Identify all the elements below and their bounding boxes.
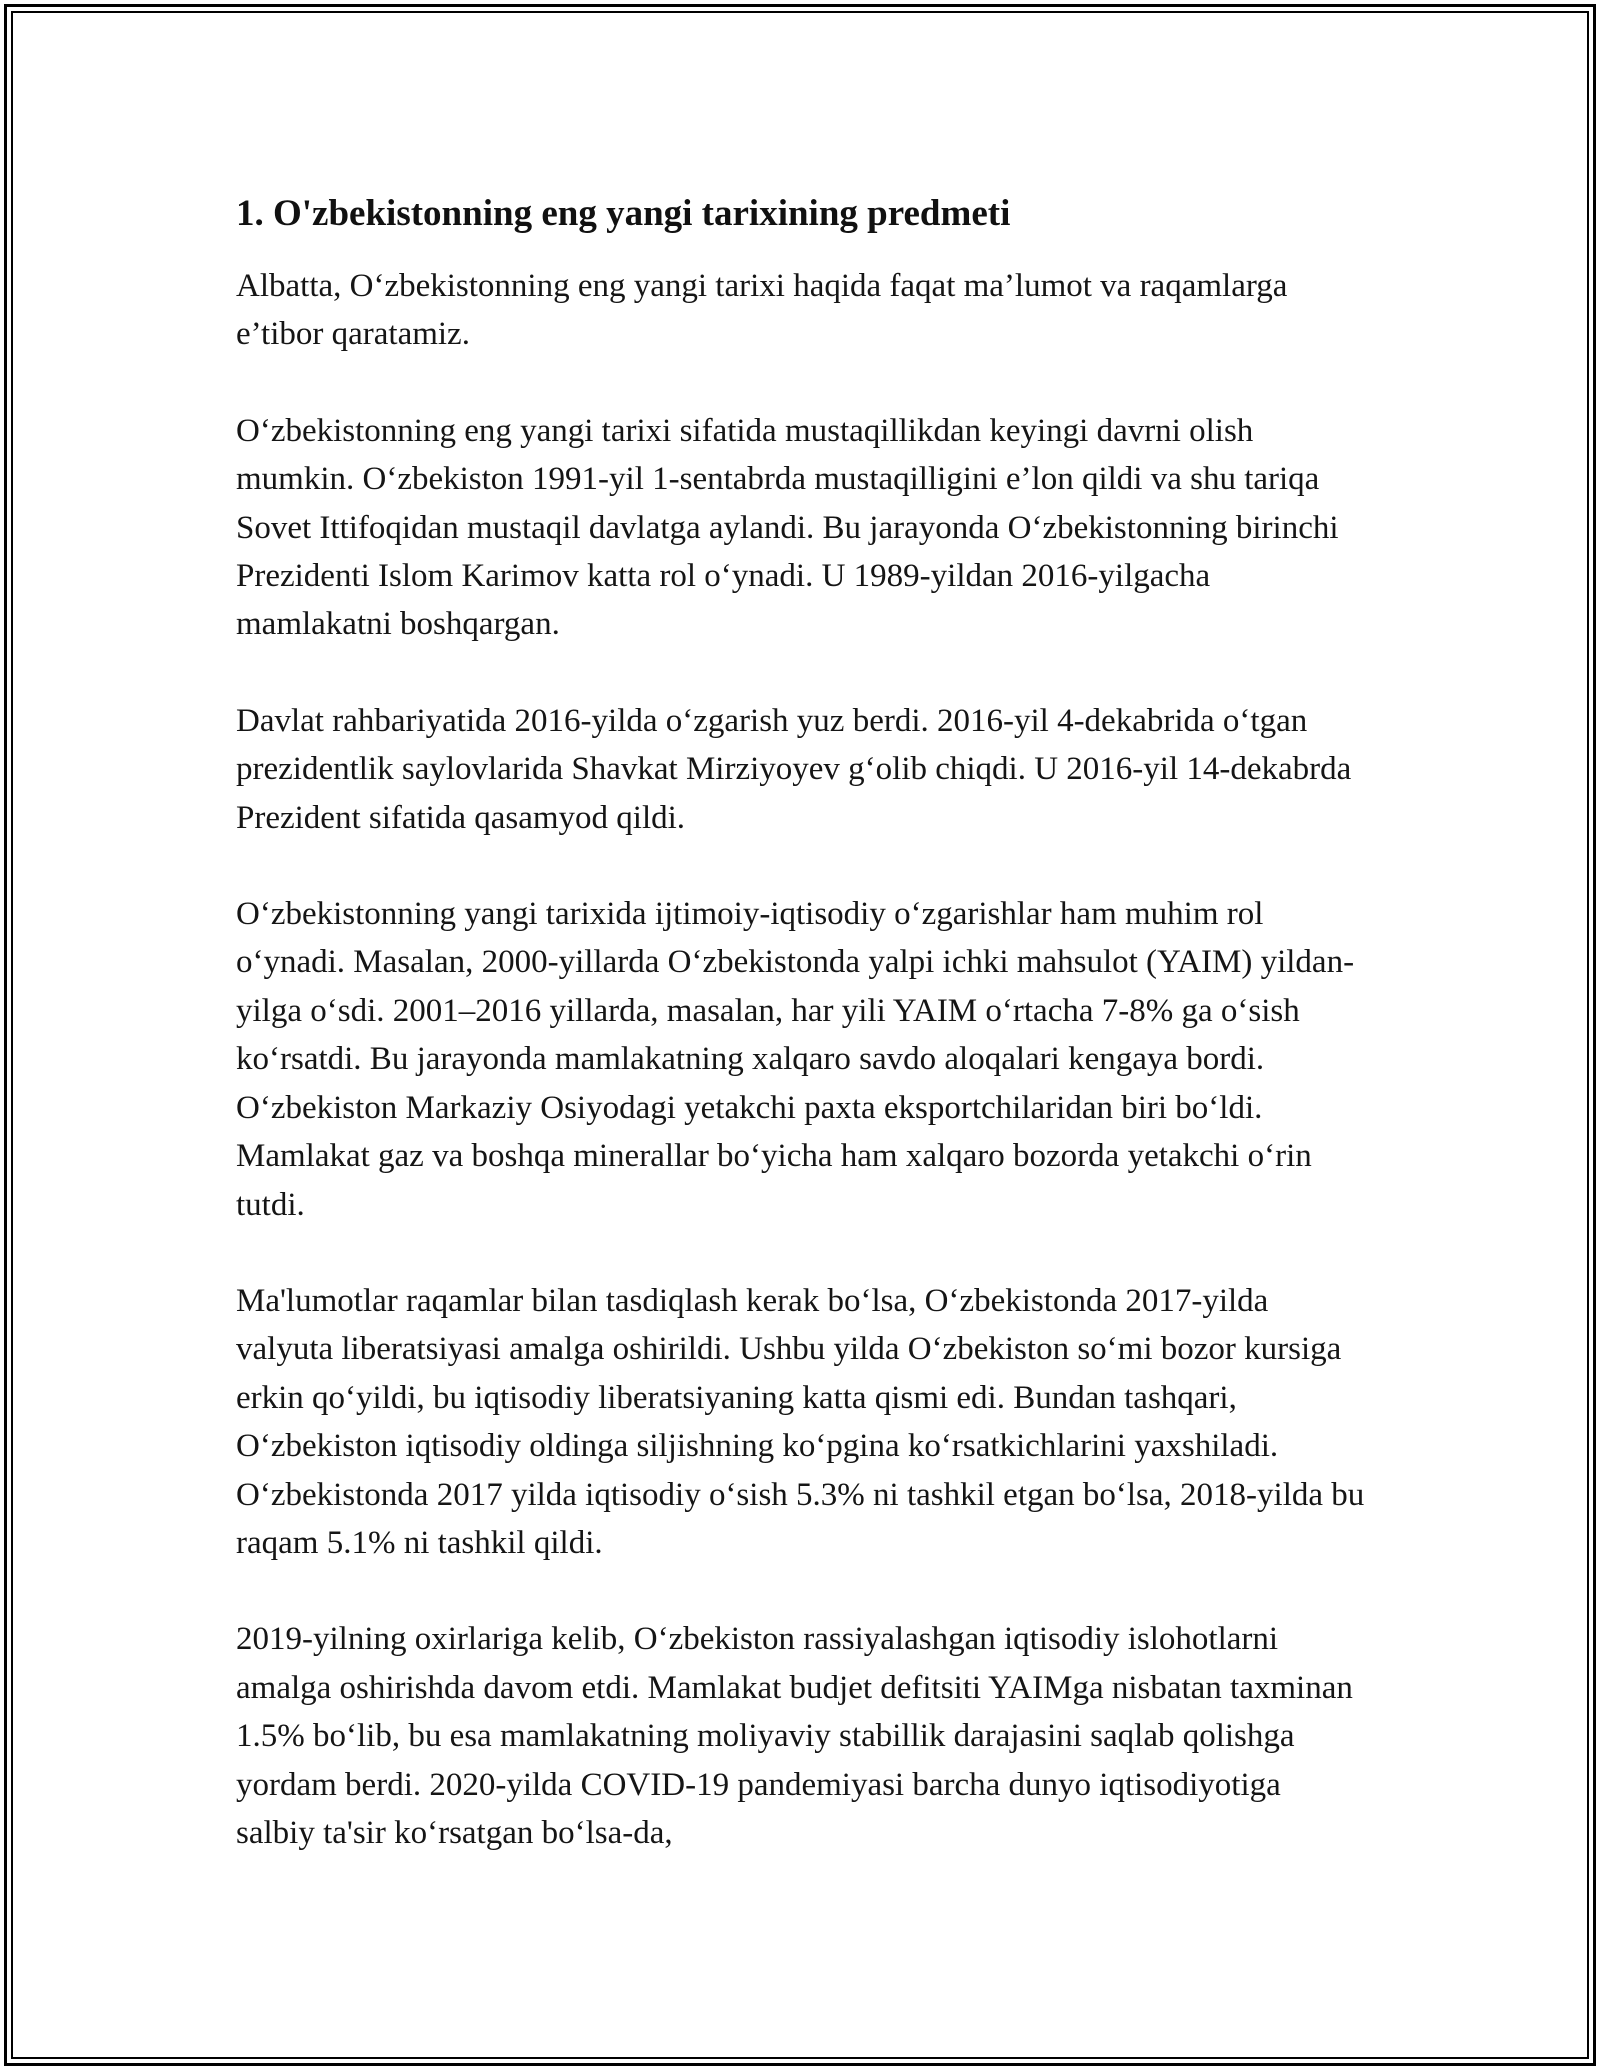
paragraph-independence: O‘zbekistonning eng yangi tarixi sifatida mustaqillikdan keyingi davrni olish mumkin. O‘zbekiston 1991-yil 1-sentabrda mustaqilligini e’lon qildi va shu tariqa Sovet Ittifoqidan mustaqil davlatga aylandi. Bu jarayonda O‘zbekistonning birinchi Prezidenti Islom Karimov katta rol o‘ynadi. U 1989-yildan 2016-yilgacha mamlakatni boshqargan. (236, 412, 1339, 643)
paragraph-intro: Albatta, O‘zbekistonning eng yangi tarixi haqida faqat ma’lumot va raqamlarga e’tibor qaratamiz. (236, 268, 1288, 353)
paragraph-currency-liberalization: Ma'lumotlar raqamlar bilan tasdiqlash kerak bo‘lsa, O‘zbekistonda 2017-yilda valyuta liberatsiyasi amalga oshirildi. Ushbu yilda O‘zbekiston so‘mi bozor kursiga erkin qo‘yildi, bu iqtisodiy liberatsiyaning katta qismi edi. Bundan tashqari, O‘zbekiston iqtisodiy oldinga siljishning ko‘pgina ko‘rsatkichlarini yaxshiladi. O‘zbekistonda 2017 yilda iqtisodiy o‘sish 5.3% ni tashkil etgan bo‘lsa, 2018-yilda bu raqam 5.1% ni tashkil qildi. (236, 1282, 1365, 1561)
section-title: 1. O'zbekistonning eng yangi tarixining predmeti (236, 193, 1011, 234)
paragraph-reforms-2019: 2019-yilning oxirlariga kelib, O‘zbekiston rassiyalashgan iqtisodiy islohotlarni amalga oshirishda davom etdi. Mamlakat budjet defitsiti YAIMga nisbatan taxminan 1.5% bo‘lib, bu esa mamlakatning moliyaviy stabillik darajasini saqlab qolishga yordam berdi. 2020-yilda COVID-19 pandemiyasi barcha dunyo iqtisodiyotiga salbiy ta'sir ko‘rsatgan bo‘lsa-da, (236, 1621, 1353, 1851)
paragraph-leadership-change: Davlat rahbariyatida 2016-yilda o‘zgarish yuz berdi. 2016-yil 4-dekabrida o‘tgan prezidentlik saylovlarida Shavkat Mirziyoyev g‘olib chiqdi. U 2016-yil 14-dekabrda Prezident sifatida qasamyod qildi. (236, 702, 1352, 836)
document-body (236, 186, 1366, 1905)
paragraph-socioeconomic: O‘zbekistonning yangi tarixida ijtimoiy-iqtisodiy o‘zgarishlar ham muhim rol o‘ynadi. Masalan, 2000-yillarda O‘zbekistonda yalpi ichki mahsulot (YAIM) yildan-yilga o‘sdi. 2001–2016 yillarda, masalan, har yili YAIM o‘rtacha 7-8% ga o‘sish ko‘rsatdi. Bu jarayonda mamlakatning xalqaro savdo aloqalari kengaya bordi. O‘zbekiston Markaziy Osiyodagi yetakchi paxta eksportchilaridan biri bo‘ldi. Mamlakat gaz va boshqa minerallar bo‘yicha ham xalqaro bozorda yetakchi o‘rin tutdi. (236, 896, 1355, 1223)
